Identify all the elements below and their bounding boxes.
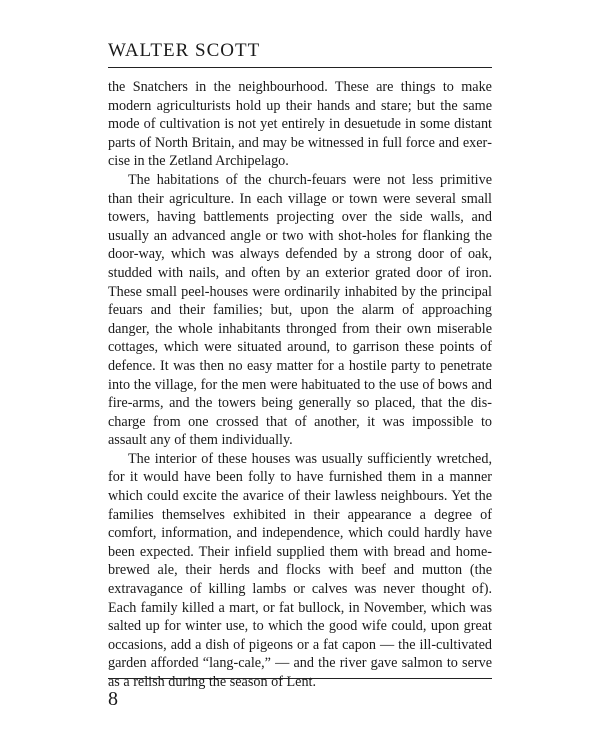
- body-text: [108, 78, 492, 692]
- running-head: WALTER SCOTT: [108, 40, 261, 61]
- paragraph: the Snatchers in the neighbourhood. These are things to make modern agriculturists hold up their hands and stare; but the same mode of cultivation is not yet entirely in desuetude in some distant parts of North Britain, and may be witnessed in full force and exercise in the Zetland Archipelago.: [108, 79, 492, 170]
- page-number: 8: [108, 688, 118, 710]
- header-rule: [108, 67, 492, 68]
- paragraph: The habitations of the church-feuars were not less primitive than their agriculture. In each village or town were several small towers, having battlements projecting over the side walls, and usually an advanced angle or two with shot-holes for flanking the door-way, which was always defended by a strong door of oak, studded with nails, and often by an exterior grated door of iron. These small peel-houses were ordinarily inhabited by the principal feuars and their families; but, upon the alarm of approaching danger, the whole inhabitants thronged from their own miserable cottages, which were situated around, to garrison these points of defence. It was then no easy matter for a hostile party to penetrate into the village, for the men were habituated to the use of bows and fire-arms, and the towers being generally so placed, that the discharge from one crossed that of another, it was impossible to assault any of them individually.: [108, 171, 492, 449]
- paragraph: The interior of these houses was usually sufficiently wretched, for it would have been folly to have furnished them in a manner which could excite the avarice of their lawless neighbours. Yet the families themselves exhibited in their appearance a degree of comfort, information, and independence, which could hardly have been expected. Their infield supplied them with bread and home-brewed ale, their herds and flocks with beef and mutton (the extravagance of killing lambs or calves was never thought of). Each family killed a mart, or fat bullock, in November, which was salted up for winter use, to which the good wife could, upon great occasions, add a dish of pigeons or a fat capon — the ill-cultivated garden afforded “lang-cale,” — and the river gave salmon to serve as a relish during the season of Lent.: [108, 450, 492, 690]
- footer-rule: [108, 678, 492, 679]
